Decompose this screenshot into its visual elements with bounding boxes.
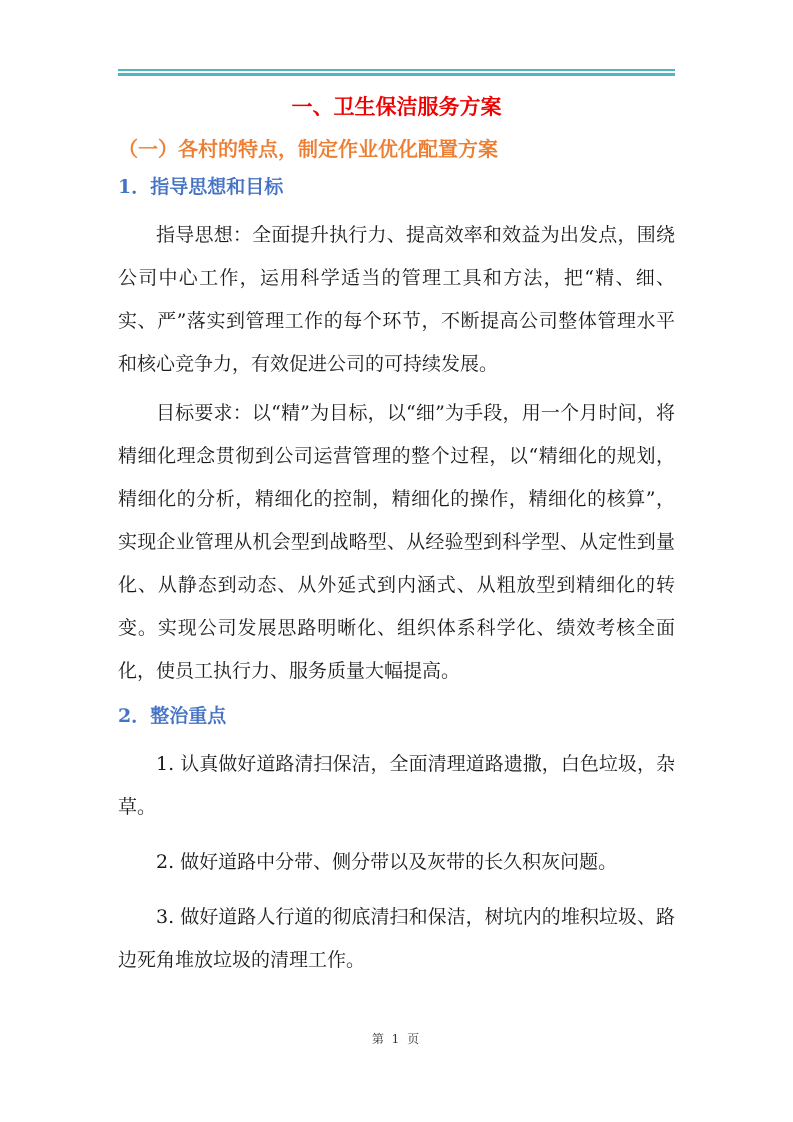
- section-heading: （一）各村的特点，制定作业优化配置方案: [118, 137, 498, 161]
- subheading-guiding-ideology: 1．指导思想和目标: [118, 176, 284, 198]
- header-double-rule: [118, 69, 675, 76]
- list-item-3: 3. 做好道路人行道的彻底清扫和保洁，树坑内的堆积垃圾、路边死角堆放垃圾的清理工作。: [118, 906, 675, 971]
- paragraph-goal-requirements: 目标要求：以“精”为目标，以“细”为手段，用一个月时间，将精细化理念贯彻到公司运营管理的整个过程，以“精细化的规划，精细化的分析，精细化的控制，精细化的操作，精细化的核算”，实现企业管理从机会型到战略型、从经验型到科学型、从定性到量化、从静态到动态、从外延式到内涵式、从粗放型到精细化的转变。实现公司发展思路明晰化、组织体系科学化、绩效考核全面化，使员工执行力、服务质量大幅提高。: [118, 402, 675, 682]
- subheading-remediation-focus: 2．整治重点: [118, 705, 227, 727]
- header-rule-thick-line: [118, 73, 675, 76]
- page-number: 第 1 页: [371, 1032, 422, 1046]
- list-item-1: 1. 认真做好道路清扫保洁，全面清理道路遗撒，白色垃圾，杂草。: [118, 753, 675, 818]
- paragraph-guiding-ideology: 指导思想：全面提升执行力、提高效率和效益为出发点，围绕公司中心工作，运用科学适当的管理工具和方法，把“精、细、实、严”落实到管理工作的每个环节，不断提高公司整体管理水平和核心竞争力，有效促进公司的可持续发展。: [118, 224, 675, 375]
- page-title: 一、卫生保洁服务方案: [291, 94, 502, 119]
- list-item-2: 2. 做好道路中分带、侧分带以及灰带的长久积灰问题。: [156, 851, 618, 873]
